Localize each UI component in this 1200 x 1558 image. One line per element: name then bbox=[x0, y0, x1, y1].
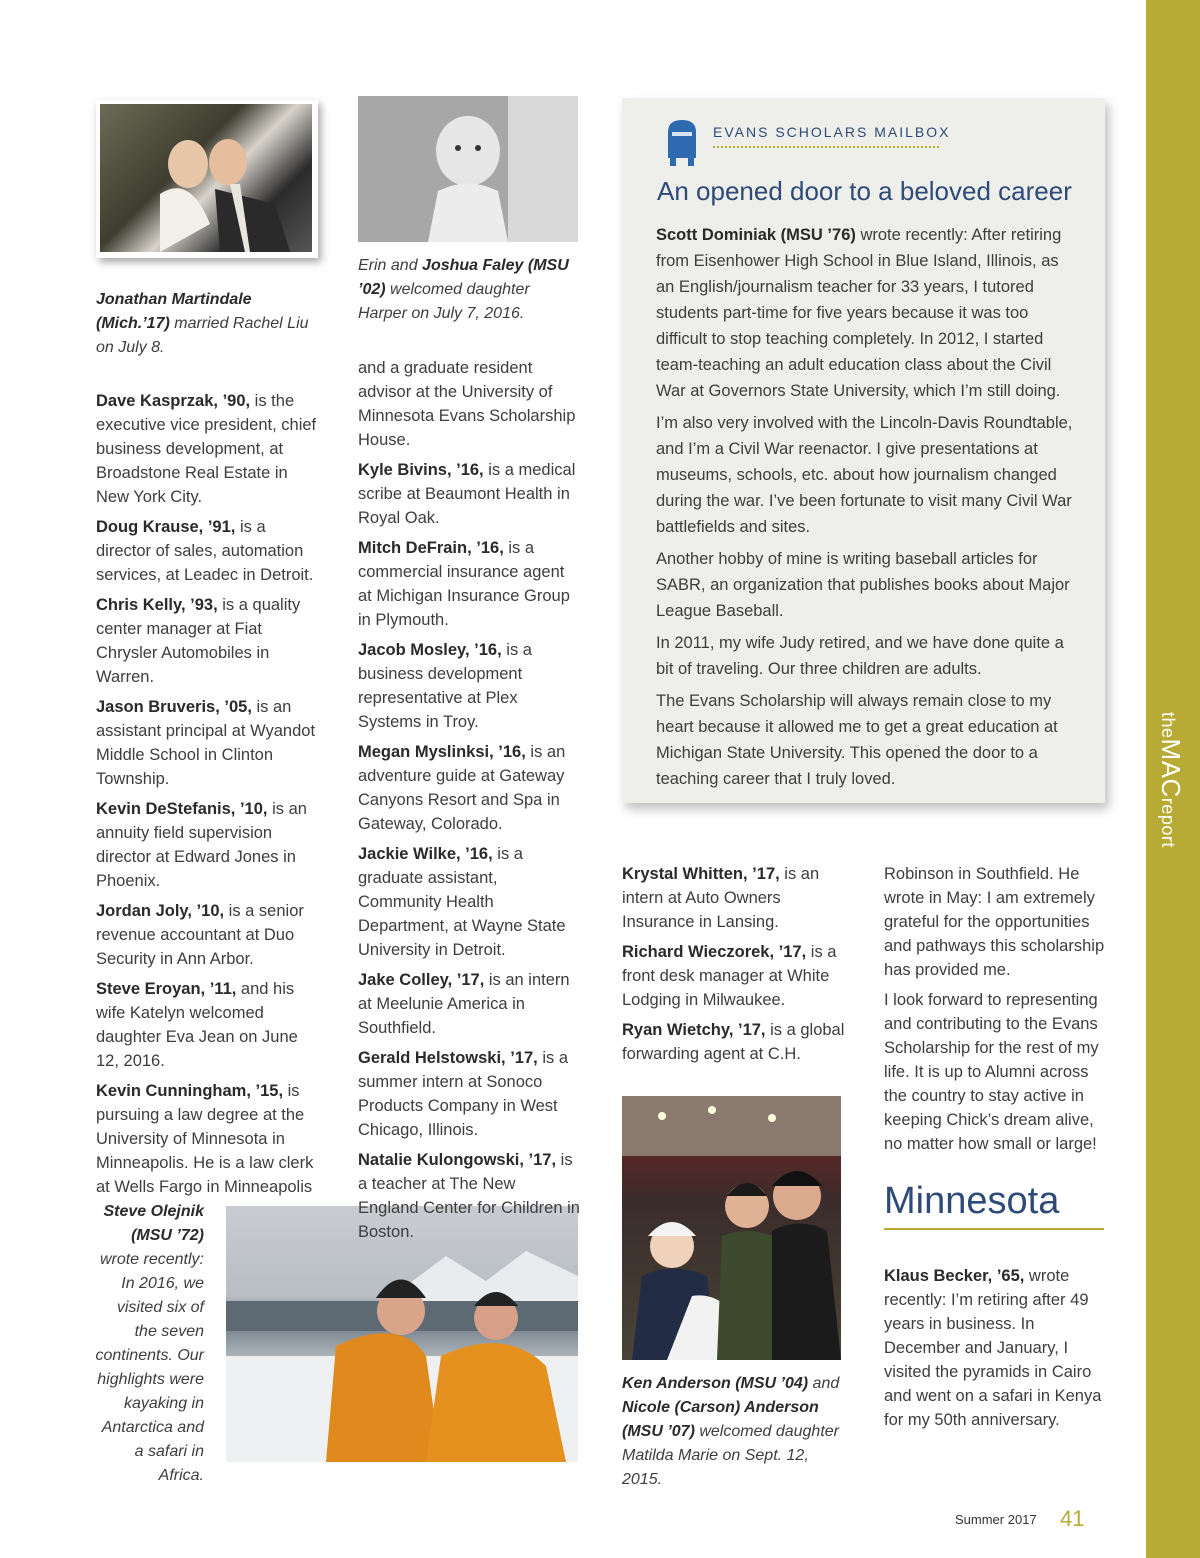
list-item: Jackie Wilke, ’16, is a graduate assistant, Community Health Department, at Wayne State University in Detroit. bbox=[358, 845, 566, 959]
wedding-caption bbox=[96, 288, 316, 360]
list-item: Natalie Kulongowski, ’17, is a teacher at The New England Center for Children in Boston. bbox=[358, 1151, 580, 1241]
continuation-text: I look forward to representing and contributing to the Evans Scholarship for the rest of my life. It is up to Alumni across the country to stay active in keeping Chick’s dream alive, no matter how small or large! bbox=[884, 991, 1099, 1153]
continuation-text: and a graduate resident advisor at the University of Minnesota Evans Scholarship House. bbox=[358, 359, 576, 449]
wedding-photo-frame bbox=[96, 100, 318, 258]
magazine-name-vertical bbox=[1156, 712, 1196, 852]
page-number: 41 bbox=[1060, 1506, 1085, 1531]
column-1-entries bbox=[96, 389, 324, 1205]
family-photo bbox=[622, 1096, 841, 1360]
list-item: Dave Kasprzak, ’90, is the executive vice president, chief business development, at Broadstone Real Estate in New York City. bbox=[96, 392, 317, 506]
column-3-entries bbox=[622, 862, 850, 1072]
caption-text: married Rachel Liu on July 8. bbox=[96, 315, 309, 356]
mailbox-icon bbox=[664, 118, 700, 166]
mailbox-paragraph: Scott Dominiak (MSU ’76) wrote recently: After retiring from Eisenhower High School in Blue Island, Illinois, as an English/journalism teacher for 33 years, I tutored students part-time for five years because it was too difficult to stop teaching completely. In 2012, I started team-teaching an adult education class about the Civil War at Governors State University, which I’m still doing. bbox=[656, 226, 1062, 400]
continuation-text: Robinson in Southfield. He wrote in May: I am extremely grateful for the opportunities and pathways this scholarship has provided me. bbox=[884, 865, 1105, 979]
list-item: Megan Myslinksi, ’16, is an adventure guide at Gateway Canyons Resort and Spa in Gateway, Colorado. bbox=[358, 743, 566, 833]
list-item: Jordan Joly, ’10, is a senior revenue accountant at Duo Security in Ann Arbor. bbox=[96, 902, 304, 968]
section-rule bbox=[884, 1228, 1104, 1230]
mailbox-paragraph: Another hobby of mine is writing baseball articles for SABR, an organization that publishes books about Major League Baseball. bbox=[656, 550, 1070, 620]
list-item: Steve Eroyan, ’11, and his wife Katelyn welcomed daughter Eva Jean on June 12, 2016. bbox=[96, 980, 298, 1070]
list-item: Jacob Mosley, ’16, is a business development representative at Plex Systems in Troy. bbox=[358, 641, 532, 731]
mailbox-label-underline bbox=[713, 146, 939, 148]
mailbox-title: An opened door to a beloved career bbox=[657, 176, 1072, 206]
baby-caption: Erin and Joshua Faley (MSU ’02) welcomed daughter Harper on July 7, 2016. bbox=[358, 257, 569, 322]
magazine-the: the bbox=[1158, 712, 1178, 739]
mailbox-label: EVANS SCHOLARS MAILBOX bbox=[713, 124, 951, 140]
list-item: Mitch DeFrain, ’16, is a commercial insurance agent at Michigan Insurance Group in Plymouth. bbox=[358, 539, 570, 629]
mailbox-text bbox=[656, 222, 1074, 798]
family-caption: Ken Anderson (MSU ’04) and Nicole (Carson) Anderson (MSU ’07) welcomed daughter Matilda Marie on Sept. 12, 2015. bbox=[622, 1375, 840, 1488]
list-item: Kevin Cunningham, ’15, is pursuing a law degree at the University of Minnesota in Minneapolis. He is a law clerk at Wells Fargo in Minneapolis bbox=[96, 1082, 314, 1196]
list-item: Ryan Wietchy, ’17, is a global forwarding agent at C.H. bbox=[622, 1021, 845, 1063]
issue-label: Summer 2017 bbox=[955, 1512, 1037, 1527]
list-item: Jake Colley, ’17, is an intern at Meelunie America in Southfield. bbox=[358, 971, 570, 1037]
list-item: Jason Bruveris, ’05, is an assistant principal at Wyandot Middle School in Clinton Township. bbox=[96, 698, 316, 788]
baby-photo bbox=[358, 96, 578, 242]
section-title-minnesota: Minnesota bbox=[884, 1180, 1060, 1222]
family-photo-art bbox=[622, 1096, 841, 1360]
magazine-mac: MAC bbox=[1156, 738, 1186, 798]
list-item: Kyle Bivins, ’16, is a medical scribe at Beaumont Health in Royal Oak. bbox=[358, 461, 576, 527]
magazine-report: report bbox=[1158, 797, 1178, 848]
wedding-photo bbox=[100, 104, 312, 252]
wedding-photo-art bbox=[100, 104, 312, 252]
column-2-entries bbox=[358, 356, 580, 1250]
mailbox-paragraph: The Evans Scholarship will always remain close to my heart because it allowed me to get a great education at Michigan State University. This opened the door to a teaching career that I truly loved. bbox=[656, 692, 1058, 788]
list-item: Krystal Whitten, ’17, is an intern at Auto Owners Insurance in Lansing. bbox=[622, 865, 820, 931]
list-item: Klaus Becker, ’65, wrote recently: I’m retiring after 49 years in business. In December and January, I visited the pyramids in Cairo and went on a safari in Kenya for my 50th anniversary. bbox=[884, 1267, 1102, 1429]
baby-photo-art bbox=[358, 96, 578, 242]
mailbox-paragraph: In 2011, my wife Judy retired, and we have done quite a bit of traveling. Our three children are adults. bbox=[656, 634, 1064, 678]
antarctica-caption: Steve Olejnik (MSU ’72) wrote recently: In 2016, we visited six of the seven continents. Our highlights were kayaking in Antarctica and a safari in Africa. bbox=[95, 1203, 204, 1484]
list-item: Chris Kelly, ’93, is a quality center manager at Fiat Chrysler Automobiles in Warren. bbox=[96, 596, 301, 686]
list-item: Kevin DeStefanis, ’10, is an annuity field supervision director at Edward Jones in Phoenix. bbox=[96, 800, 307, 890]
list-item: Gerald Helstowski, ’17, is a summer intern at Sonoco Products Company in West Chicago, Illinois. bbox=[358, 1049, 569, 1139]
column-4-continuation bbox=[884, 862, 1106, 1162]
caption-name: Jonathan Martindale (Mich.’17) bbox=[96, 291, 252, 332]
mailbox-paragraph: I’m also very involved with the Lincoln-Davis Roundtable, and I’m a Civil War reenactor. I give presentations at museums, schools, etc. about how journalism changed during the war. I’ve been fortunate to visit many Civil War battlefields and sites. bbox=[656, 414, 1073, 536]
column-4-entries bbox=[884, 1264, 1106, 1438]
list-item: Richard Wieczorek, ’17, is a front desk manager at White Lodging in Milwaukee. bbox=[622, 943, 837, 1009]
list-item: Doug Krause, ’91, is a director of sales, automation services, at Leadec in Detroit. bbox=[96, 518, 314, 584]
